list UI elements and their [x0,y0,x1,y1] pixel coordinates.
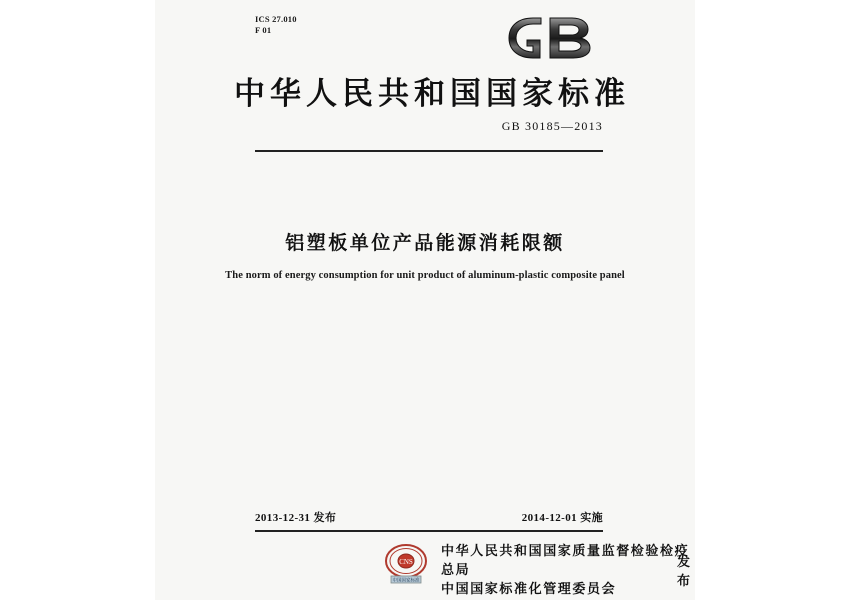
classification-code: F 01 [255,25,272,36]
standard-number: GB 30185—2013 [501,119,603,133]
issue-date: 2013-12-31 发布 [255,512,337,524]
publisher-line-1: 中华人民共和国国家质量监督检验检疫总局 [441,543,690,577]
page-title: 中华人民共和国国家标准 [234,76,630,111]
publisher-name [441,542,695,599]
national-standard-seal-icon [383,542,429,584]
svg-text:中国国家标准: 中国国家标准 [392,577,420,583]
ics-code: ICS 27.010 [255,14,297,24]
publisher-action-label: 发 布 [677,554,693,588]
svg-text:CNS: CNS [399,558,413,566]
standard-cover-sheet [155,0,695,600]
gb-emblem-icon [500,14,605,62]
publisher-block [155,540,695,596]
document-title-english: The norm of energy consumption for unit product of aluminum-plastic composite panel [225,270,625,281]
ics-classification-block [255,14,297,37]
dates-row [255,509,603,525]
document-title-chinese: 铝塑板单位产品能源消耗限额 [285,233,565,254]
divider-bottom [255,530,603,532]
publisher-line-2: 中国国家标准化管理委员会 [441,580,617,596]
effective-date: 2014-12-01 实施 [521,512,603,524]
divider-top [255,150,603,152]
